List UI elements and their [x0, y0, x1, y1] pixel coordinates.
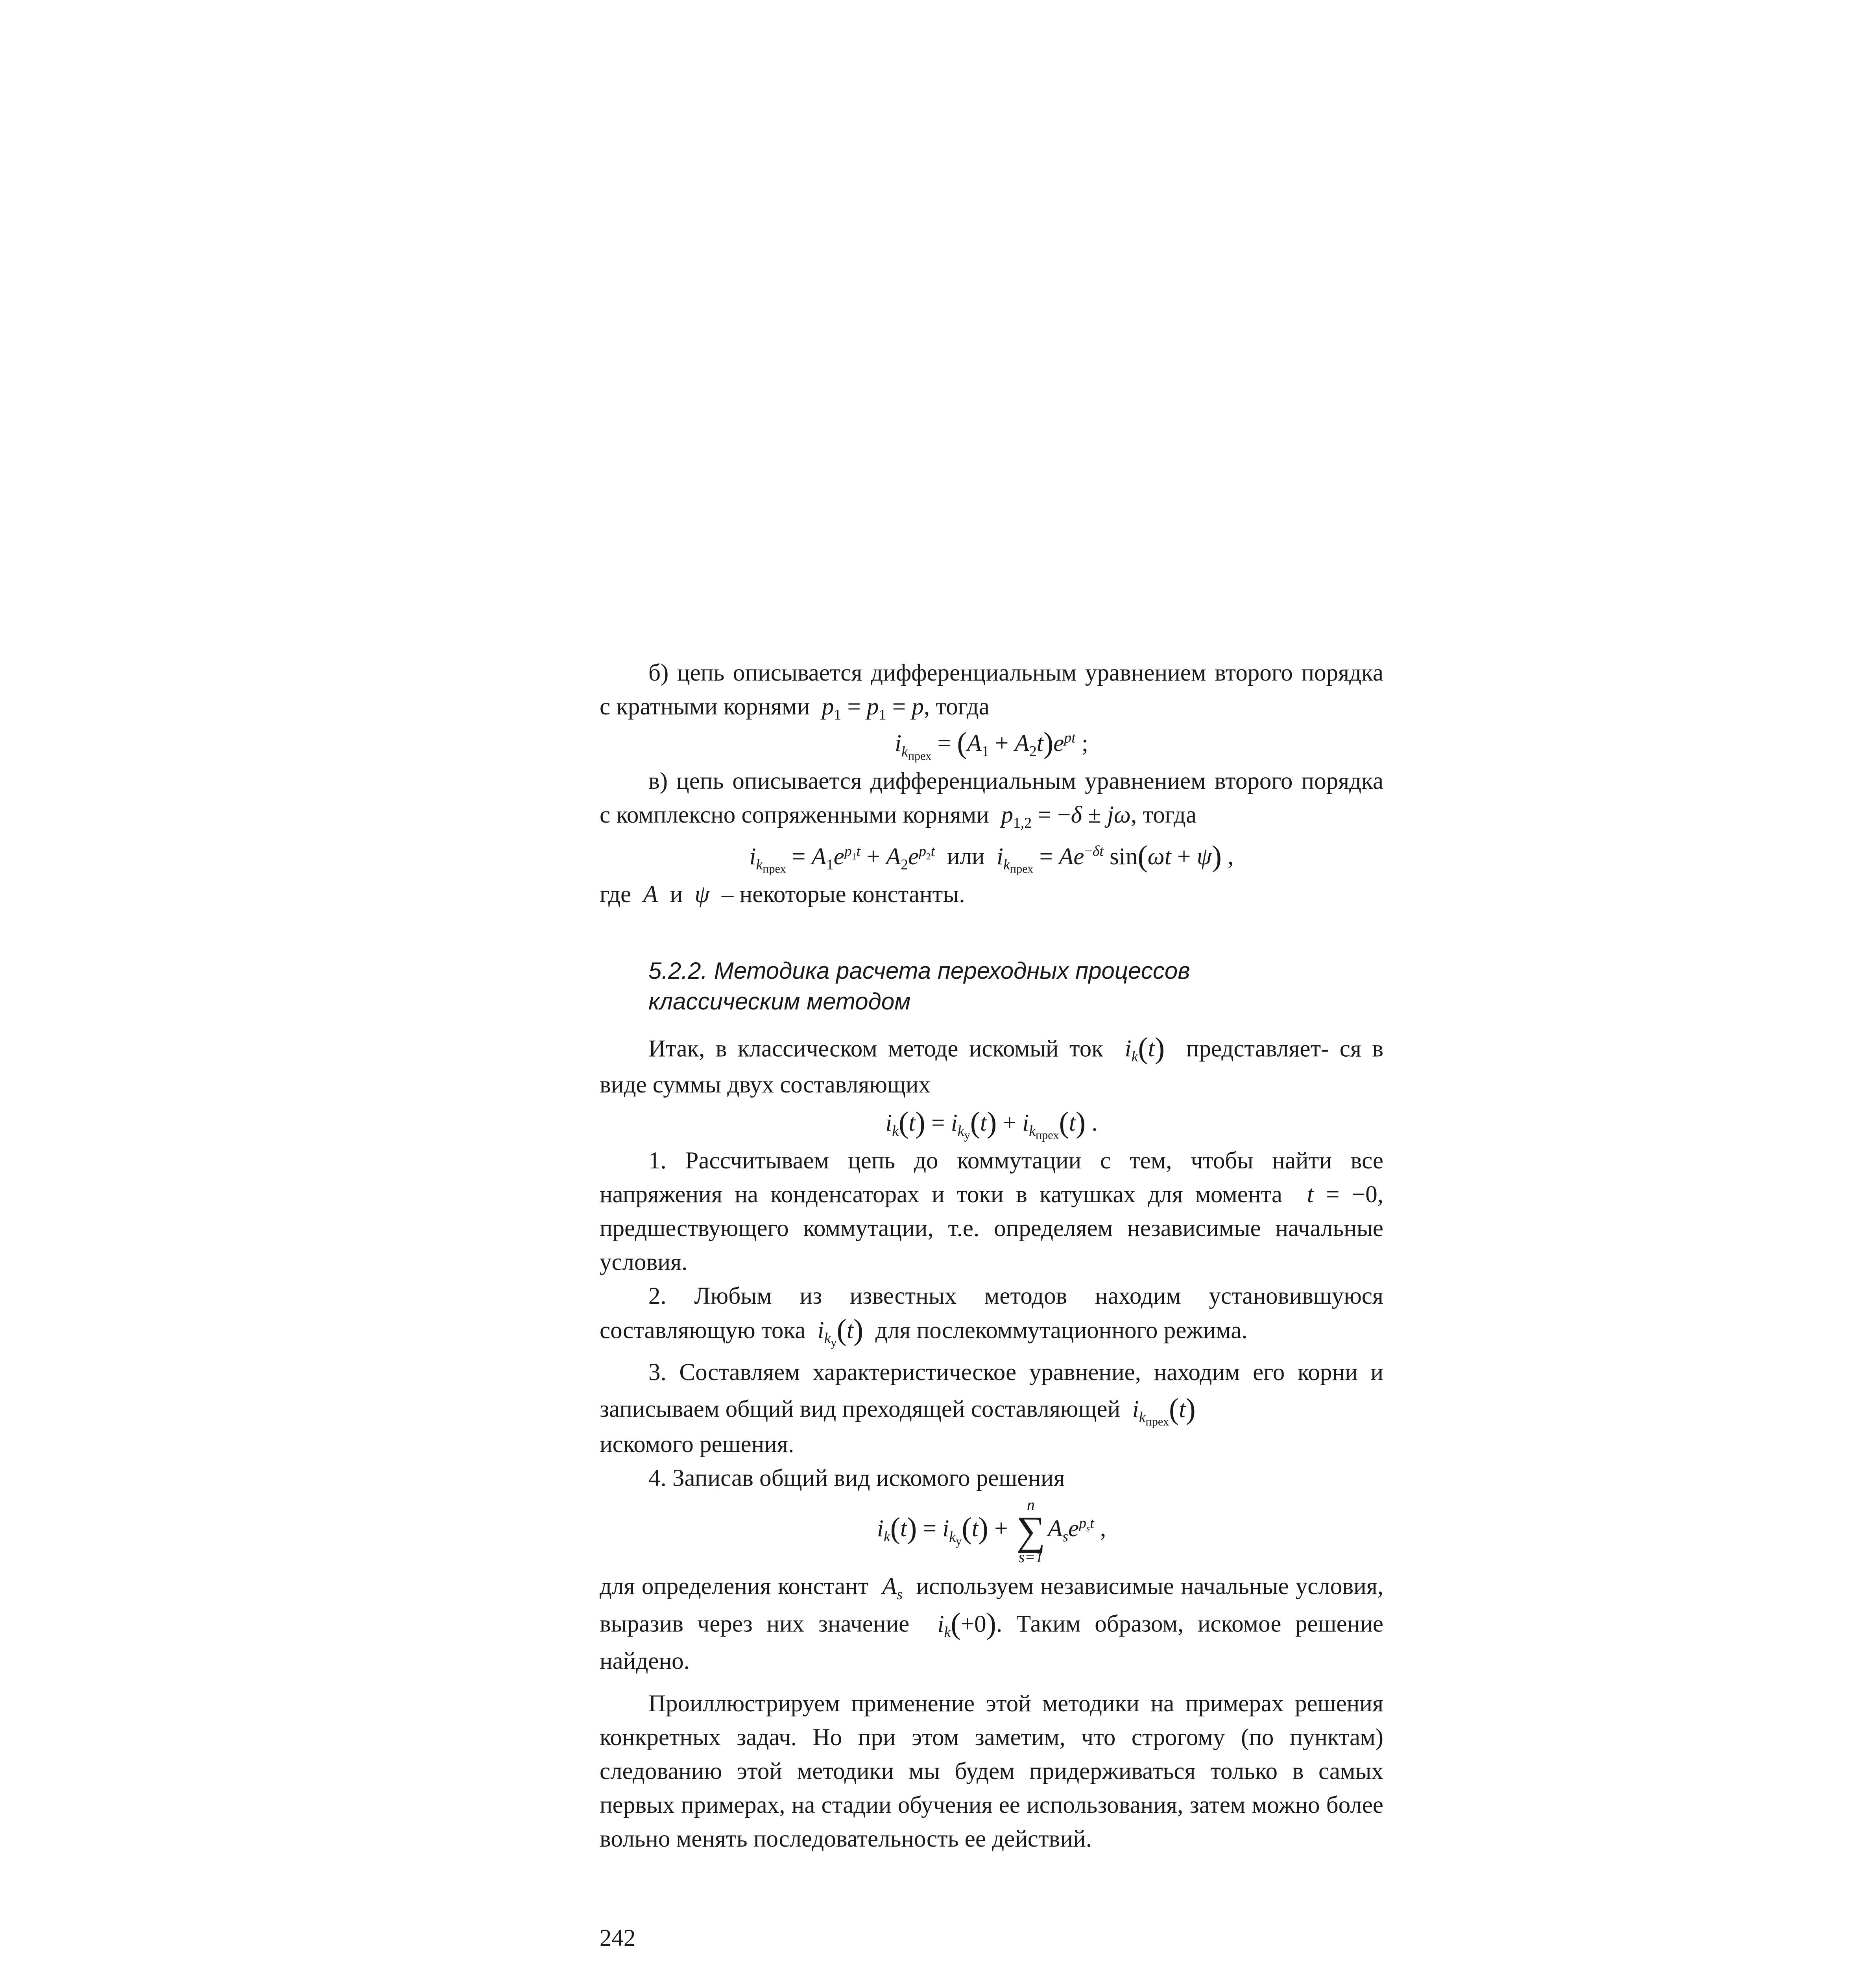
- paragraph-constants: для определения констант $A_s$ используем независимые начальные условия, выразив через них значение $i_k(+0)$. Таким образом, искомое решение найдено.: [600, 1573, 1384, 1674]
- paragraph-v-then: , тогда: [1130, 802, 1197, 829]
- step-3-tail: искомого решения.: [600, 1431, 794, 1458]
- page-body: [600, 656, 1383, 1856]
- section-heading-line1: 5.2.2. Методика расчета переходных процессов: [648, 957, 1190, 984]
- formula-roots-complex: $p_{1,2} = -\delta \pm j\omega$: [1001, 802, 1131, 832]
- paragraph-v: [600, 764, 1383, 832]
- step-1-tail: , предшествующего коммутации, т.е. определяем независимые начальные условия.: [600, 1181, 1384, 1275]
- step-3: 3. Составляем характеристическое уравнение, находим его корни и записываем общий вид преходящей составляющей $i_{k_{прех}}(t)$: [600, 1359, 1383, 1428]
- paragraph-v-text: в) цепь описывается дифференциальным уравнением второго порядка с комплексно сопряженными корнями: [600, 768, 1383, 829]
- where-word: где: [600, 881, 631, 908]
- step-2-tail: для послекоммутационного режима.: [875, 1317, 1248, 1344]
- intro-text1: Итак, в классическом методе искомый ток: [648, 1035, 1103, 1062]
- constants-text1: для определения констант: [600, 1573, 869, 1600]
- intro-text3: ся в виде суммы двух составляющих: [600, 1035, 1384, 1098]
- step-2-text: 2. Любым из известных методов находим установившуюся составляющую тока: [600, 1282, 1383, 1344]
- paragraph-where: где A и ψ – некоторые константы.: [600, 881, 965, 908]
- summation-sign: n ∑ s=1: [1016, 1495, 1045, 1566]
- formula-general-solution: $i_k(t) = i_{k_у}(t)$ + n ∑ s=1 $A_se^{p_st}$ ,: [877, 1495, 1106, 1566]
- formula-sum-components: $i_k(t) = i_{k_у}(t) + i_{k_{прех}}(t)$ .: [885, 1106, 1098, 1142]
- paragraph-closing: Проиллюстрируем применение этой методики на примерах решения конкретных задач. Но при этом заметим, что строгому (по пунктам) следованию этой методики мы будем придерживаться только в самых первых примерах, на стадии обучения ее использования, затем можно более вольно менять последовательность ее действий.: [600, 1690, 1383, 1852]
- formula-roots-multiple: $p_1 = p_1 = p$: [822, 694, 924, 723]
- formula-multiple-roots: $i_{k_{прех}} = (A_1 + A_2t)e^{pt}$ ;: [895, 727, 1088, 763]
- and-word: и: [670, 881, 683, 908]
- paragraph-intro: Итак, в классическом методе искомый ток $i_k(t)$ представляет- ся в виде суммы двух составляющих: [600, 1031, 1384, 1098]
- step-4-text: 4. Записав общий вид искомого решения: [648, 1465, 1065, 1491]
- page-number: 242: [600, 1925, 636, 1951]
- where-tail: – некоторые константы.: [721, 881, 965, 908]
- section-heading-line2: классическим методом: [648, 988, 911, 1015]
- step-2: 2. Любым из известных методов находим установившуюся составляющую тока $i_{k_у}(t)$ для послекоммутационного режима.: [600, 1282, 1383, 1349]
- step-3-cont: [600, 1428, 1383, 1461]
- or-word: или: [947, 843, 985, 870]
- step-1: 1. Рассчитываем цепь до коммутации с тем, чтобы найти все напряжения на конденсаторах и токи в катушках для момента t = −0, предшествующего коммутации, т.е. определяем независимые начальные условия.: [600, 1147, 1384, 1275]
- step-4: [600, 1461, 1383, 1495]
- step-1-text: 1. Рассчитываем цепь до коммутации с тем, чтобы найти все напряжения на конденсаторах и токи в катушках для момента: [600, 1147, 1383, 1208]
- step-3-text: 3. Составляем характеристическое уравнение, находим его корни и записываем общий вид преходящей составляющей: [600, 1359, 1383, 1423]
- formula-complex-roots: $i_{k_{прех}} = A_1e^{p_1t} + A_2e^{p_2t}$ или $i_{k_{прех}} = Ae^{-\delta t}$ sin(ωt + ψ) ,: [749, 840, 1234, 876]
- paragraph-b: [600, 656, 1383, 724]
- constants-text3: . Таким образом, искомое решение найдено.: [600, 1611, 1384, 1674]
- paragraph-b-text: б) цепь описывается дифференциальным уравнением второго порядка с кратными корнями: [600, 660, 1383, 720]
- paragraph-b-then: , тогда: [923, 694, 990, 720]
- constants-text2: используем независимые начальные условия, выразив через них значение: [600, 1573, 1384, 1637]
- section-heading: [648, 956, 1383, 1017]
- intro-text2: представляет-: [1186, 1035, 1329, 1062]
